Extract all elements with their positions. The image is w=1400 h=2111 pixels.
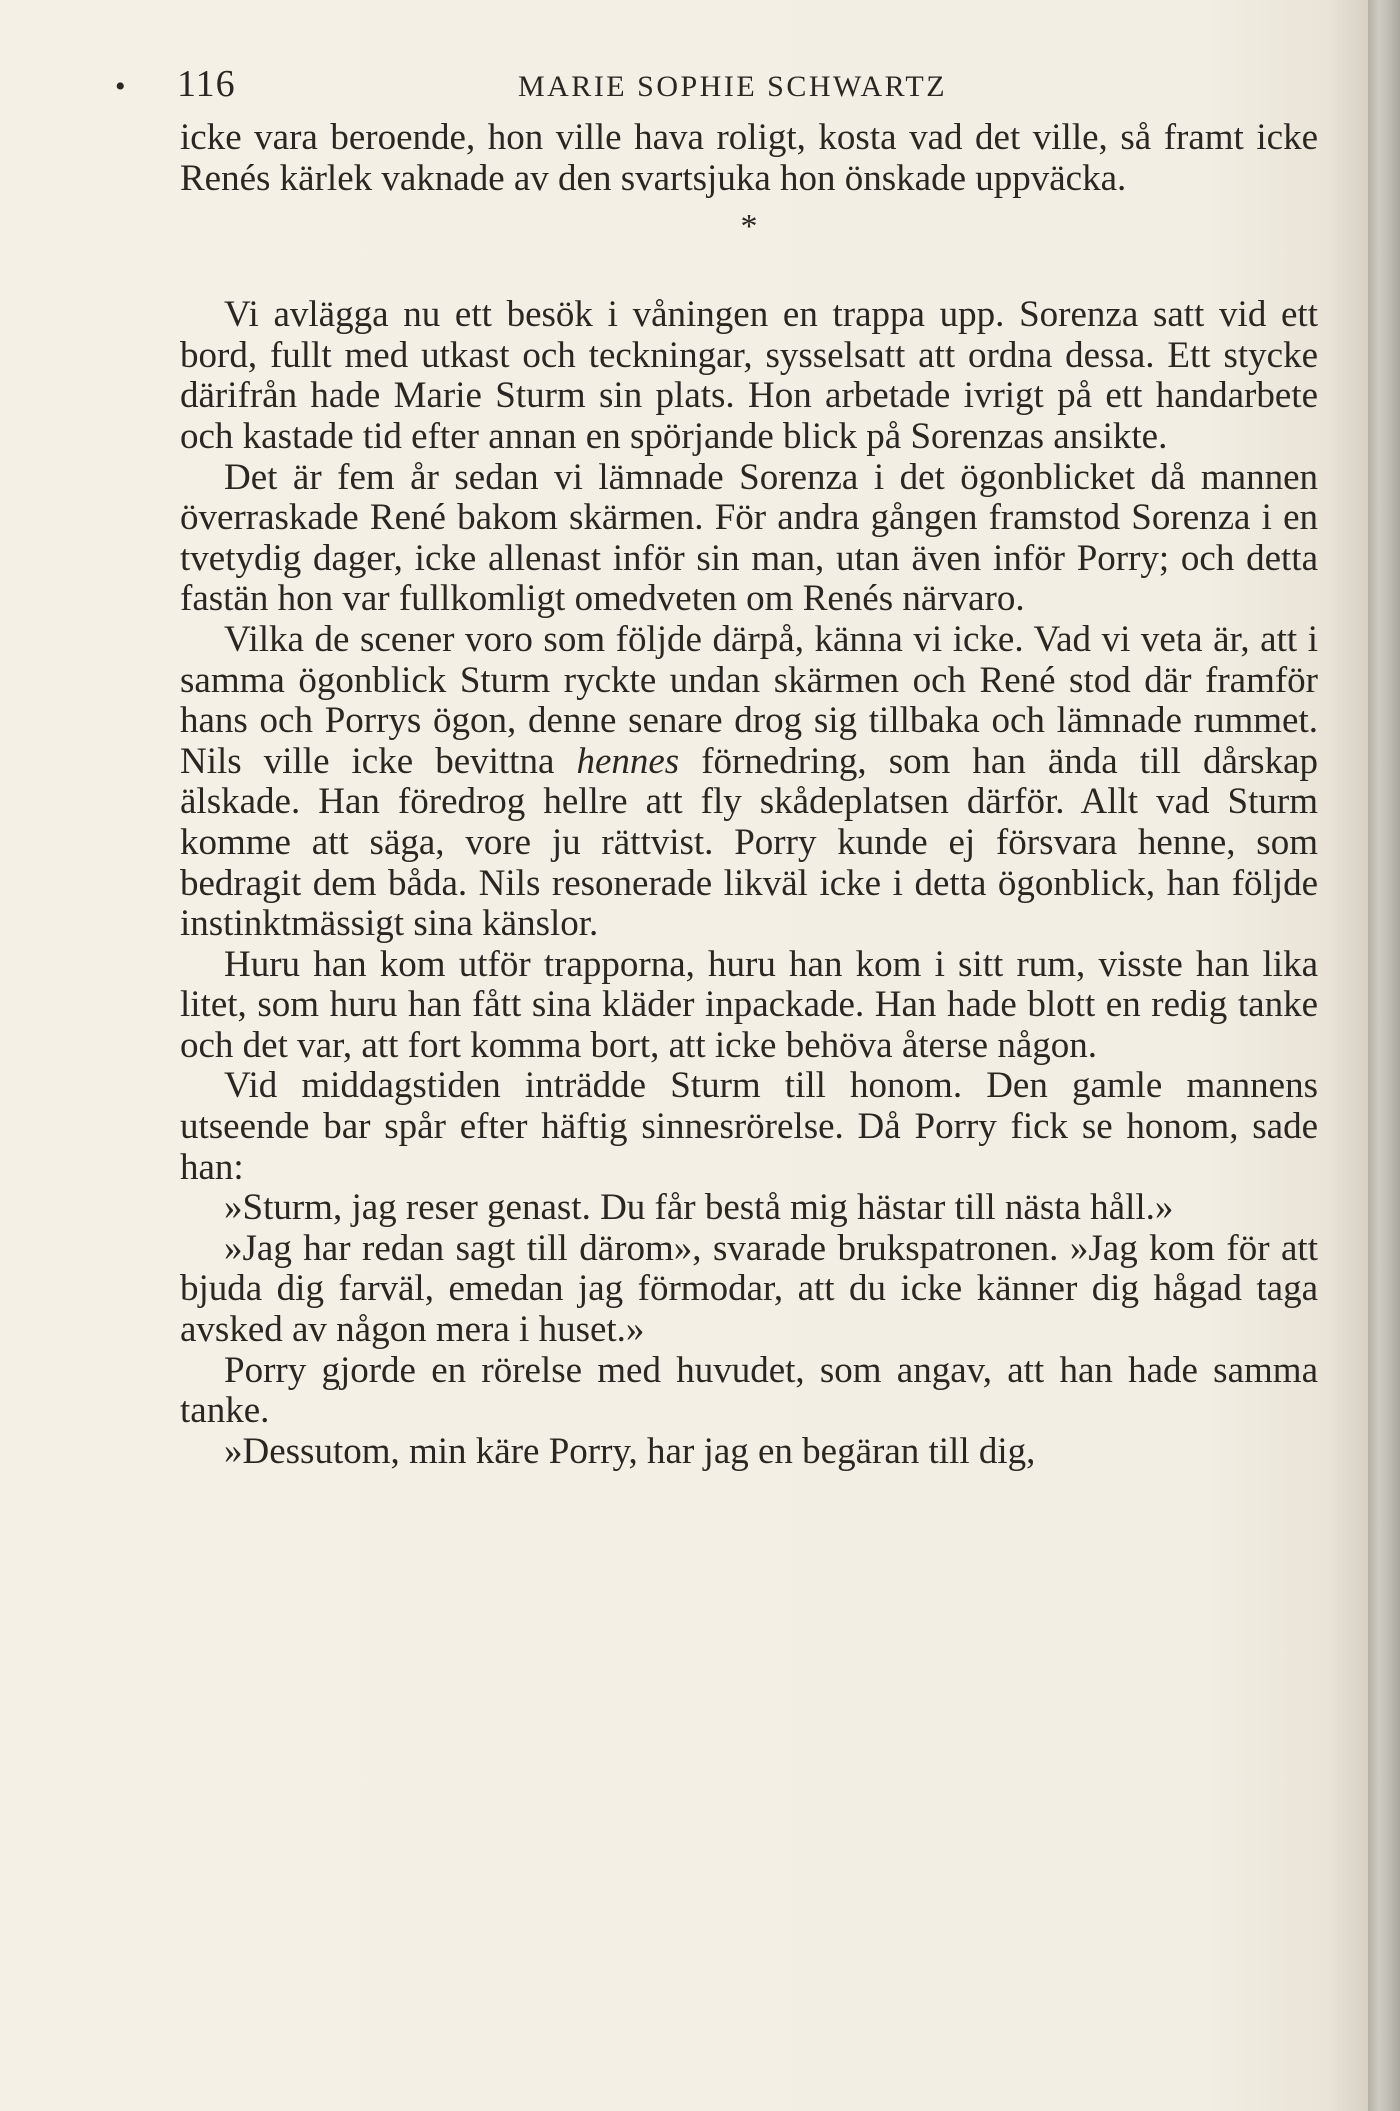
body-text — [180, 118, 1318, 1472]
section-separator: * — [740, 208, 758, 246]
paragraph: »Dessutom, min käre Porry, har jag en begäran till dig, — [224, 1430, 1036, 1472]
page-number: 116 — [177, 63, 236, 105]
paragraph: Vid middagstiden inträdde Sturm till honom. Den gamle mannens utseende bar spår efter häftig sinnesrörelse. Då Porry fick se honom, sade han: — [180, 1065, 1318, 1188]
paragraph: icke vara beroende, hon ville hava roligt, kosta vad det ville, så framt icke Renés kärlek vaknade av den svartsjuka hon önskade uppväcka. — [180, 117, 1318, 199]
paragraph: Porry gjorde en rörelse med huvudet, som angav, att han hade samma tanke. — [180, 1349, 1318, 1432]
italic-word: hennes — [576, 740, 680, 782]
page-header — [115, 62, 1320, 122]
paragraph: »Jag har redan sagt till därom», svarade brukspatronen. »Jag kom för att bjuda dig farväl, emedan jag förmodar, att du icke känner dig hågad taga avsked av någon mera i huset.» — [180, 1227, 1318, 1351]
paragraph: Det är fem år sedan vi lämnade Sorenza i det ögonblicket då mannen överraskade René bakom skärmen. För andra gången framstod Sorenza i en tvetydig dager, icke allenast inför sin man, utan även inför Porry; och detta fastän hon var fullkomligt omedveten om Renés närvaro. — [180, 456, 1318, 620]
page-edge — [1368, 0, 1400, 2111]
paragraph: Vi avlägga nu ett besök i våningen en trappa upp. Sorenza satt vid ett bord, fullt med utkast och teckningar, sysselsatt att ordna dessa. Ett stycke därifrån hade Marie Sturm sin plats. Hon arbetade ivrigt på ett handarbete och kastade tid efter annan en spörjande blick på Sorenzas ansikte. — [180, 294, 1318, 457]
margin-mark: • — [115, 70, 126, 103]
paragraph-text: Vilka de scener voro som följde därpå, känna vi icke. Vad vi veta är, att i samma ögonblick Sturm ryckte undan skärmen och René stod där framför hans och Porrys ögon, denne senare drog sig tillbaka och lämnade rummet. Nils ville icke bevittna — [180, 618, 1318, 782]
paragraph-text: förnedring, som han ända till dårskap älskade. Han föredrog hellre att fly skådeplatsen därför. Allt vad Sturm komme att säga, vore ju rättvist. Porry kunde ej försvara henne, som bedragit dem båda. Nils resonerade likväl icke i detta ögonblick, han följde instinktmässigt sina känslor. — [180, 740, 1319, 945]
running-head: MARIE SOPHIE SCHWARTZ — [517, 70, 948, 103]
paragraph — [180, 620, 1318, 945]
paragraph: Huru han kom utför trapporna, huru han kom i sitt rum, visste han lika litet, som huru han fått sina kläder inpackade. Han hade blott en redig tanke och det var, att fort komma bort, att icke behöva återse någon. — [180, 943, 1318, 1066]
paragraph: »Sturm, jag reser genast. Du får bestå mig hästar till nästa håll.» — [224, 1187, 1174, 1229]
